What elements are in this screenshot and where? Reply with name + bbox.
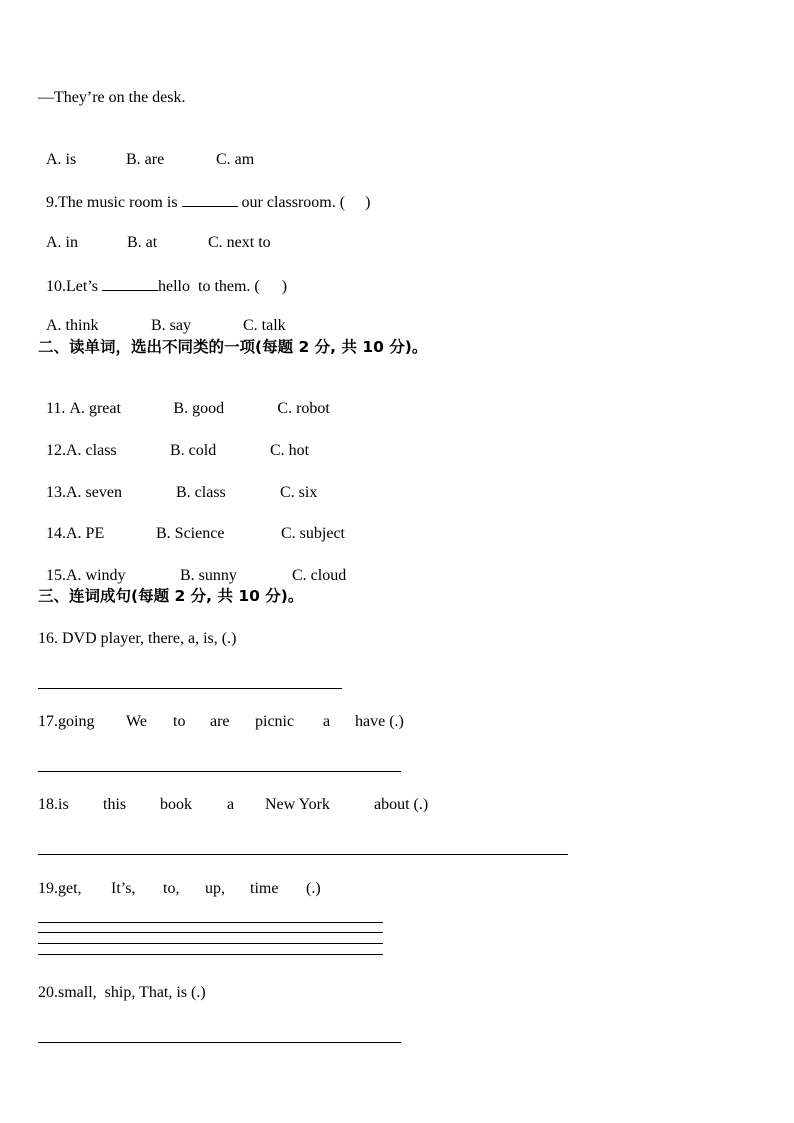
q13-option-c[interactable]: C. six <box>280 484 318 501</box>
q14-number: 14. <box>46 525 66 542</box>
q19-word: time <box>250 880 279 897</box>
q11-row <box>38 379 330 419</box>
q19-word: (.) <box>306 880 321 897</box>
q10-question <box>38 255 287 297</box>
q11-number: 11. <box>46 400 70 417</box>
q20-answer-line[interactable] <box>38 1042 401 1043</box>
q8-option-a[interactable]: A. is <box>46 151 77 168</box>
q19-word: to, <box>163 880 180 897</box>
q9-option-c[interactable]: C. next to <box>208 234 271 251</box>
q17-word: a <box>323 713 331 730</box>
q15-option-c[interactable]: C. cloud <box>292 567 347 584</box>
q17-word: have (.) <box>355 713 404 730</box>
q19-answer-line[interactable] <box>38 943 383 944</box>
q9-blank[interactable] <box>182 191 238 207</box>
q14-option-c[interactable]: C. subject <box>281 525 345 542</box>
q16-question: 16. DVD player, there, a, is, (.) <box>38 630 237 647</box>
q11-option-b[interactable]: B. good <box>173 400 225 417</box>
q13-option-b[interactable]: B. class <box>176 484 226 501</box>
q10-options <box>38 296 286 336</box>
q13-number: 13. <box>46 484 66 501</box>
section2-title: 二、读单词，选出不同类的一项(每题 2 分, 共 10 分)。 <box>38 338 428 356</box>
q9-close: ) <box>365 194 371 211</box>
q10-option-c[interactable]: C. talk <box>243 317 286 334</box>
q9-suffix: our classroom. ( <box>241 194 346 211</box>
q8-option-c[interactable]: C. am <box>216 151 255 168</box>
q15-row <box>38 546 346 586</box>
q10-suffix: hello to them. ( <box>158 278 260 295</box>
q12-option-c[interactable]: C. hot <box>270 442 310 459</box>
q19-answer-line[interactable] <box>38 954 383 955</box>
q10-option-b[interactable]: B. say <box>151 317 191 334</box>
section3-title: 三、连词成句(每题 2 分, 共 10 分)。 <box>38 587 304 605</box>
q18-word: a <box>227 796 235 813</box>
q15-option-a[interactable]: A. windy <box>66 567 126 584</box>
q11-option-a[interactable]: A. great <box>69 400 121 417</box>
q18-word: about (.) <box>374 796 429 813</box>
q12-row <box>38 421 309 461</box>
q14-row <box>38 504 345 544</box>
q10-close: ) <box>281 278 288 295</box>
q19-answer-line[interactable] <box>38 932 383 933</box>
q14-option-a[interactable]: A. PE <box>66 525 105 542</box>
q17-word: We <box>126 713 147 730</box>
q10-option-a[interactable]: A. think <box>46 317 99 334</box>
q17-word: to <box>173 713 186 730</box>
q9-question <box>38 171 370 213</box>
q19-word: 19.get, <box>38 880 82 897</box>
q19-word: up, <box>205 880 225 897</box>
q9-prefix: 9.The music room is <box>46 194 178 211</box>
q18-word: New York <box>265 796 330 813</box>
q18-word: book <box>160 796 192 813</box>
q15-number: 15. <box>46 567 66 584</box>
q19-word: It’s, <box>111 880 136 897</box>
q12-number: 12. <box>46 442 66 459</box>
q18-word: 18.is <box>38 796 69 813</box>
q17-word: are <box>210 713 230 730</box>
q18-word: this <box>103 796 127 813</box>
q16-answer-line[interactable] <box>38 688 342 689</box>
q20-question: 20.small, ship, That, is (.) <box>38 984 206 1001</box>
q13-row <box>38 463 317 503</box>
q8-answer: —They’re on the desk. <box>38 89 186 106</box>
q8-options <box>38 130 254 170</box>
q11-option-c[interactable]: C. robot <box>277 400 330 417</box>
q19-answer-line[interactable] <box>38 922 383 923</box>
q9-option-a[interactable]: A. in <box>46 234 78 251</box>
q17-word: picnic <box>255 713 295 730</box>
q17-answer-line[interactable] <box>38 771 401 772</box>
q8-option-b[interactable]: B. are <box>126 151 165 168</box>
q18-answer-line[interactable] <box>38 854 568 855</box>
q13-option-a[interactable]: A. seven <box>66 484 122 501</box>
q12-option-a[interactable]: A. class <box>66 442 117 459</box>
q17-word: 17.going <box>38 713 95 730</box>
q9-option-b[interactable]: B. at <box>127 234 158 251</box>
q12-option-b[interactable]: B. cold <box>170 442 217 459</box>
q9-options <box>38 213 271 253</box>
q14-option-b[interactable]: B. Science <box>156 525 225 542</box>
q15-option-b[interactable]: B. sunny <box>180 567 237 584</box>
q10-prefix: 10.Let’s <box>46 278 98 295</box>
q10-blank[interactable] <box>102 275 158 291</box>
